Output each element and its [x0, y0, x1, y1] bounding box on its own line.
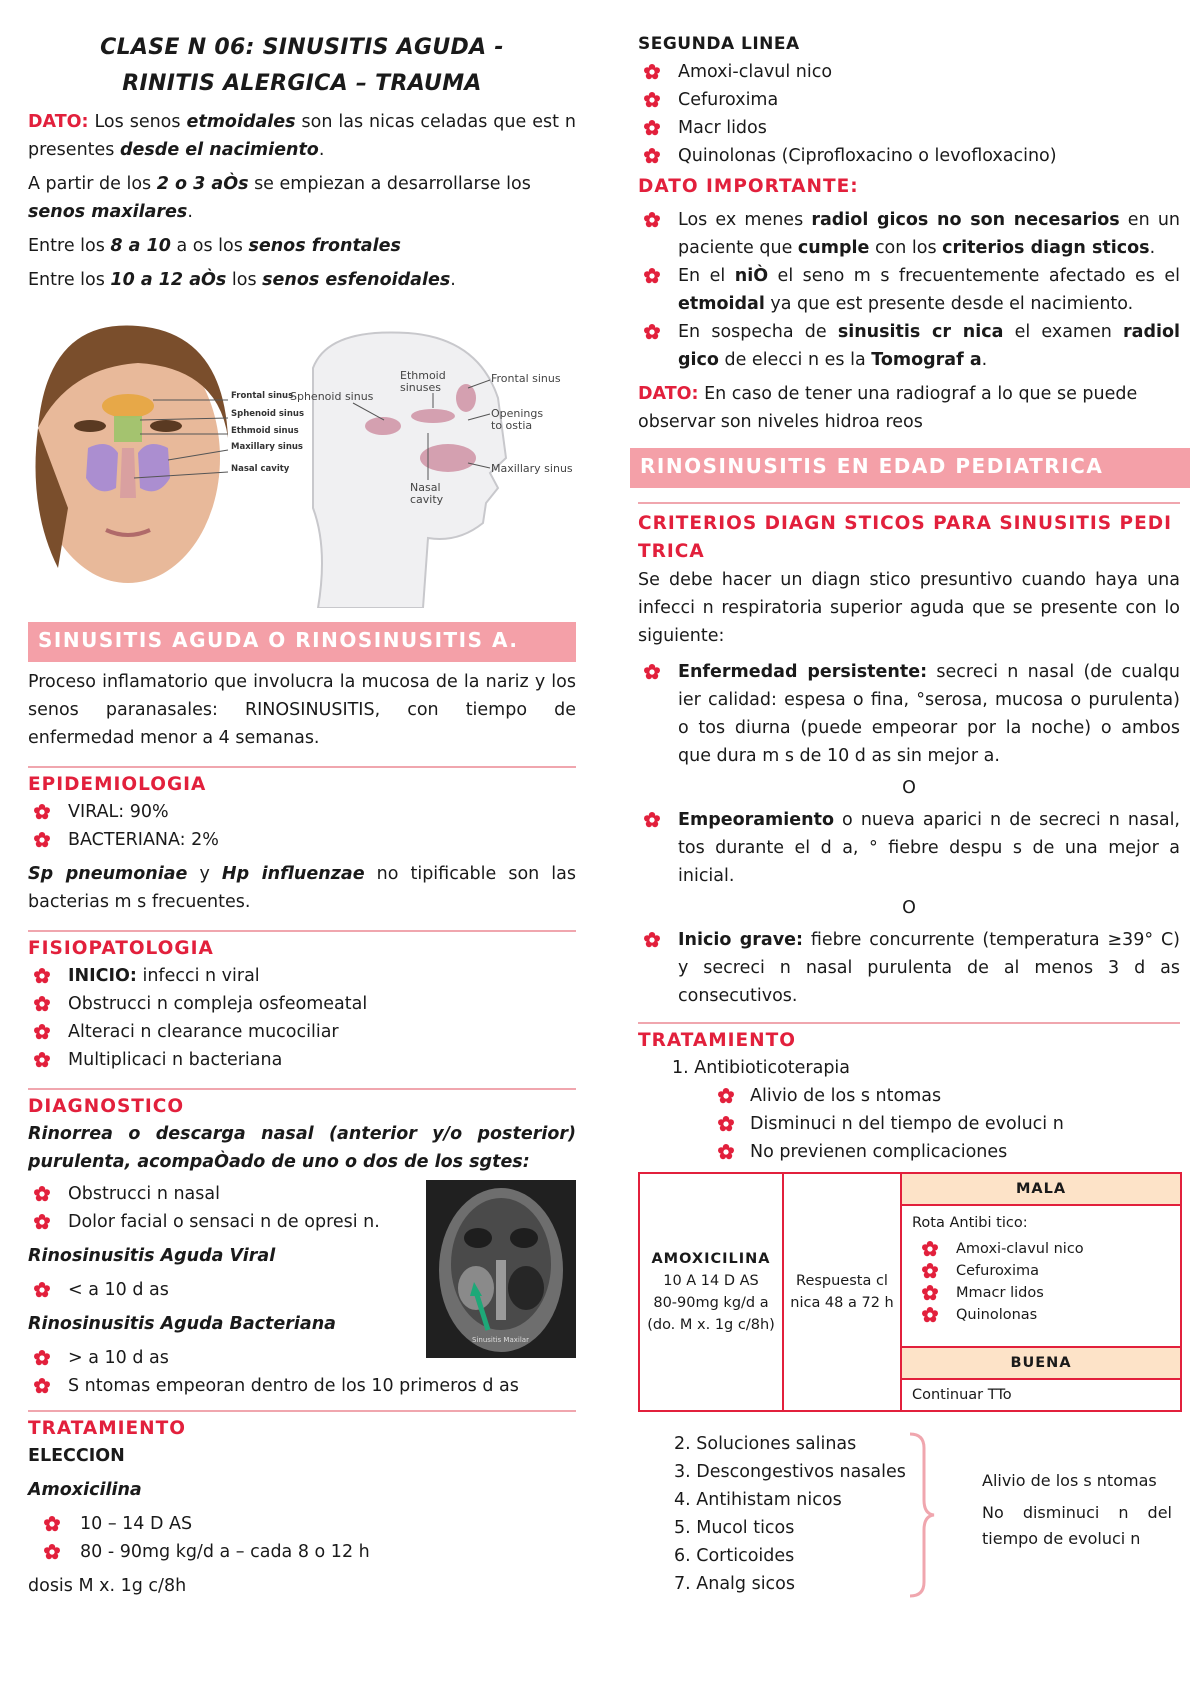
dato-frontales: Entre los 8 a 10 a os los senos frontales: [28, 236, 401, 256]
or-separator: O: [902, 778, 916, 798]
flower-bullet-icon: [34, 1024, 50, 1040]
flower-bullet-icon: [922, 1263, 938, 1279]
list-item: Los ex menes radiol gicos no son necesarios en un paciente que cumple con los criterios diagn sticos.: [638, 206, 1180, 262]
label-frontal-sinus: Frontal sinus: [231, 391, 294, 401]
list-item: Macr lidos: [638, 114, 1180, 142]
heading-tratamiento-pediatrico: TRATAMIENTO: [638, 1030, 797, 1051]
diagnostico-body: [28, 1180, 576, 1400]
label-side-sphenoid: Sphenoid sinus: [290, 390, 374, 403]
banner-rinosinusitis-pediatrica: RINOSINUSITIS EN EDAD PEDIATRICA: [630, 448, 1190, 488]
left-column: [28, 0, 576, 1600]
or-separator: O: [902, 898, 916, 918]
brace-note: Alivio de los s ntomas No disminuci n del tiempo de evoluci n: [982, 1471, 1172, 1548]
curly-brace-icon: [906, 1430, 936, 1600]
table-cell-continuar: Continuar TTo: [901, 1379, 1181, 1411]
list-item: Quinolonas: [912, 1304, 1170, 1326]
heading-dato-importante: DATO IMPORTANTE:: [638, 176, 859, 197]
flower-bullet-icon: [922, 1307, 938, 1323]
list-item: Inicio grave: fiebre concurrente (temperatura ≥39° C) y secreci n nasal purulenta de al menos 3 d as consecutivos.: [638, 926, 1180, 1010]
amoxicilina-list: [28, 1510, 576, 1566]
amoxicilina-label: Amoxicilina: [28, 1480, 142, 1500]
label-nasal-cavity: Nasal cavity: [231, 464, 290, 474]
flower-bullet-icon: [922, 1285, 938, 1301]
heading-fisiopatologia: FISIOPATOLOGIA: [28, 938, 214, 959]
antibioticoterapia-label: 1. Antibioticoterapia: [672, 1058, 851, 1078]
flower-bullet-icon: [34, 1378, 50, 1394]
heading-diagnostico: DIAGNOSTICO: [28, 1096, 185, 1117]
table-cell-amoxicilina: AMOXICILINA 10 A 14 D AS 80-90mg kg/d a (do. M x. 1g c/8h): [639, 1173, 783, 1411]
flower-bullet-icon: [644, 120, 660, 136]
label-side-openings: Openings to ostia: [491, 407, 544, 432]
heading-bacteriana: Rinosinusitis Aguda Bacteriana: [28, 1314, 336, 1334]
flower-bullet-icon: [34, 1052, 50, 1068]
flower-bullet-icon: [644, 92, 660, 108]
list-item: Quinolonas (Ciprofloxacino o levofloxacino): [638, 142, 1180, 170]
epidemiologia-list: [28, 798, 576, 854]
list-item: 2. Soluciones salinas: [674, 1434, 857, 1454]
flower-bullet-icon: [34, 1350, 50, 1366]
divider: [638, 1022, 1180, 1024]
antibioticoterapia-list: [638, 1082, 1180, 1166]
rota-antibiotico-list: [912, 1238, 1170, 1326]
list-item: Enfermedad persistente: secreci n nasal (de cualqu ier calidad: espesa o fina, °serosa, mucosa o purulenta) o tos diurna (puede empeorar por la noche) o ambos que dura m s de 10 d as sin mejor a.: [638, 658, 1180, 770]
flower-bullet-icon: [644, 664, 660, 680]
list-item: Alteraci n clearance mucociliar: [28, 1018, 576, 1046]
flower-bullet-icon: [34, 996, 50, 1012]
fisiopatologia-list: [28, 962, 576, 1074]
right-column: [638, 0, 1180, 1600]
flower-bullet-icon: [34, 804, 50, 820]
label-side-nasal: Nasal cavity: [410, 481, 444, 506]
list-item: < a 10 d as: [28, 1276, 576, 1304]
list-item: Multiplicaci n bacteriana: [28, 1046, 576, 1074]
list-item: Amoxi-clavul nico: [912, 1238, 1170, 1260]
xray-drawing: [426, 1180, 576, 1358]
list-item: 5. Mucol ticos: [674, 1518, 795, 1538]
flower-bullet-icon: [34, 1186, 50, 1202]
diagnostico-list: [28, 1180, 398, 1236]
flower-bullet-icon: [644, 324, 660, 340]
list-item: Empeoramiento o nueva aparici n de secreci n nasal, tos durante el d a, ° fiebre despu s de una mejor a inicial.: [638, 806, 1180, 890]
list-item: 80 - 90mg kg/d a – cada 8 o 12 h: [28, 1538, 576, 1566]
treatment-table: [638, 1172, 1182, 1412]
list-item: No previenen complicaciones: [638, 1138, 1180, 1166]
list-item: Alivio de los s ntomas: [638, 1082, 1180, 1110]
flower-bullet-icon: [718, 1116, 734, 1132]
table-cell-rota-antibiotico: Rota Antibi tico: Amoxi-clavul nico Cefuroxima Mmacr lidos Quinolonas: [901, 1205, 1181, 1347]
divider: [28, 930, 576, 932]
dato-importante-list: [638, 206, 1180, 374]
heading-tratamiento: TRATAMIENTO: [28, 1418, 187, 1439]
list-item: > a 10 d as: [28, 1344, 576, 1372]
flower-bullet-icon: [644, 812, 660, 828]
table-header-buena: BUENA: [901, 1347, 1181, 1379]
label-side-ethmoid: Ethmoid sinuses: [400, 369, 446, 394]
list-item: S ntomas empeoran dentro de los 10 primeros d as: [28, 1372, 576, 1400]
list-item: INICIO: infecci n viral: [28, 962, 576, 990]
label-side-frontal: Frontal sinus: [491, 372, 561, 385]
criterios-intro: Se debe hacer un diagn stico presuntivo cuando haya una infecci n respiratoria superior aguda que se presente con lo siguiente:: [638, 570, 1180, 646]
list-item: Obstrucci n nasal: [28, 1180, 398, 1208]
flower-bullet-icon: [644, 64, 660, 80]
table-cell-respuesta: Respuesta cl nica 48 a 72 h: [783, 1173, 901, 1411]
flower-bullet-icon: [922, 1241, 938, 1257]
divider: [28, 1410, 576, 1412]
eleccion-label: ELECCION: [28, 1446, 125, 1466]
list-item: En el niÒ el seno m s frecuentemente afectado es el etmoidal ya que est presente desde el nacimiento.: [638, 262, 1180, 318]
flower-bullet-icon: [644, 212, 660, 228]
list-item: 10 – 14 D AS: [28, 1510, 576, 1538]
dato-etmoidales: DATO: Los senos etmoidales son las nicas celadas que est n presentes desde el nacimiento.: [28, 112, 576, 160]
criterios-list: [638, 926, 1180, 1010]
heading-criterios-diagnosticos: CRITERIOS DIAGN STICOS PARA SINUSITIS PEDI TRICA: [638, 513, 1172, 562]
list-item: Cefuroxima: [912, 1260, 1170, 1282]
epidemiologia-note: Sp pneumoniae y Hp influenzae no tipificable son las bacterias m s frecuentes.: [28, 864, 577, 912]
label-sphenoid-sinus: Sphenoid sinus: [231, 409, 305, 419]
list-item: VIRAL: 90%: [28, 798, 576, 826]
list-item: Dolor facial o sensaci n de opresi n.: [28, 1208, 398, 1236]
list-item: 6. Corticoides: [674, 1546, 795, 1566]
segunda-linea-list: [638, 58, 1180, 170]
flower-bullet-icon: [44, 1516, 60, 1532]
divider: [28, 1088, 576, 1090]
sinus-illustration: [28, 308, 576, 608]
flower-bullet-icon: [44, 1544, 60, 1560]
dato-esfenoidales: Entre los 10 a 12 aÒs los senos esfenoidales.: [28, 270, 456, 290]
flower-bullet-icon: [718, 1088, 734, 1104]
heading-epidemiologia: EPIDEMIOLOGIA: [28, 774, 207, 795]
divider: [638, 502, 1180, 504]
flower-bullet-icon: [644, 268, 660, 284]
page-title: CLASE N 06: SINUSITIS AGUDA - RINITIS ALERGICA – TRAUMA: [100, 35, 504, 96]
other-treatments: [638, 1430, 1180, 1600]
divider: [28, 766, 576, 768]
xray-caption: Sinusitis Maxilar: [472, 1336, 529, 1344]
heading-segunda-linea: SEGUNDA LINEA: [638, 34, 800, 54]
dato-maxilares: A partir de los 2 o 3 aÒs se empiezan a desarrollarse los senos maxilares.: [28, 174, 531, 222]
flower-bullet-icon: [34, 832, 50, 848]
list-item: Mmacr lidos: [912, 1282, 1170, 1304]
flower-bullet-icon: [718, 1144, 734, 1160]
flower-bullet-icon: [644, 148, 660, 164]
banner-sinusitis-aguda: SINUSITIS AGUDA O RINOSINUSITIS A.: [28, 622, 576, 662]
flower-bullet-icon: [644, 932, 660, 948]
diagnostico-criteria: Rinorrea o descarga nasal (anterior y/o posterior) purulenta, acompaÒado de uno o dos de los sgtes:: [28, 1124, 576, 1172]
criterios-list: [638, 658, 1180, 770]
table-header-mala: MALA: [901, 1173, 1181, 1205]
label-ethmoid-sinus: Ethmoid sinus: [231, 426, 299, 436]
heading-viral: Rinosinusitis Aguda Viral: [28, 1246, 276, 1266]
flower-bullet-icon: [34, 1282, 50, 1298]
criterios-list: [638, 806, 1180, 890]
label-side-maxillary: Maxillary sinus: [491, 462, 573, 475]
sinus-anatomy-figure: [28, 308, 576, 608]
sinusitis-definition: Proceso inflamatorio que involucra la mucosa de la nariz y los senos paranasales: RINOSINUSITIS, con tiempo de enfermedad menor a 4 semanas.: [28, 672, 576, 748]
list-item: 4. Antihistam nicos: [674, 1490, 842, 1510]
list-item: 3. Descongestivos nasales: [674, 1462, 906, 1482]
label-maxillary-sinus: Maxillary sinus: [231, 442, 303, 452]
list-item: BACTERIANA: 2%: [28, 826, 576, 854]
list-item: Disminuci n del tiempo de evoluci n: [638, 1110, 1180, 1138]
list-item: En sospecha de sinusitis cr nica el examen radiol gico de elecci n es la Tomograf a.: [638, 318, 1180, 374]
other-treatments-list: [674, 1430, 906, 1598]
sinus-xray-image: [426, 1180, 576, 1358]
dosis-maxima: dosis M x. 1g c/8h: [28, 1576, 187, 1596]
list-item: Cefuroxima: [638, 86, 1180, 114]
list-item: Obstrucci n compleja osfeomeatal: [28, 990, 576, 1018]
dato-radiografia: DATO: En caso de tener una radiograf a lo que se puede observar son niveles hidroa reos: [638, 384, 1138, 432]
list-item: Amoxi-clavul nico: [638, 58, 1180, 86]
list-item: 7. Analg sicos: [674, 1574, 796, 1594]
flower-bullet-icon: [34, 1214, 50, 1230]
flower-bullet-icon: [34, 968, 50, 984]
